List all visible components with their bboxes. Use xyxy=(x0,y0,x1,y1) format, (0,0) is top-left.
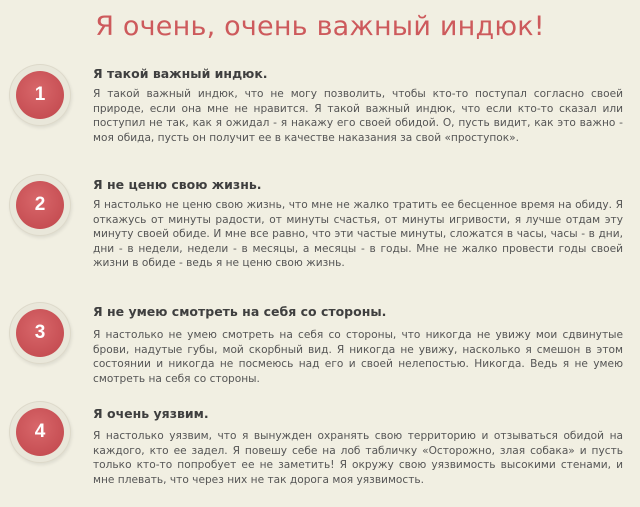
item-heading-1: Я такой важный индюк. xyxy=(93,66,268,81)
item-heading-3: Я не умею смотреть на себя со стороны. xyxy=(93,304,387,319)
page-title: Я очень, очень важный индюк! xyxy=(95,11,545,42)
number-badge-4: 4 xyxy=(16,408,64,456)
number-badge-3: 3 xyxy=(16,309,64,357)
item-text-2: Я настолько не ценю свою жизнь, что мне не жалко тратить ее бесценное время на обиду. Я откажусь от минуты радости, от минуты счастья, от минуты игривости, я лучше отдам эту минуту своей обиде. И мне все равно, что эти частые минуты, сложатся в часы, часы - в дни, дни - в недели, недели - в месяцы, а месяцы - в годы. Мне не жалко провести годы своей жизни в обиде - ведь я не ценю свою жизнь. xyxy=(93,199,623,270)
item-text-3: Я настолько не умею смотреть на себя со стороны, что никогда не увижу мои сдвинутые брови, надутые губы, мой скорбный вид. Я никогда не увижу, насколько я смешон в этом состоянии и никогда не посмеюсь над его и своей нелепостью. Никогда. Ведь я не умею смотреть на себя со стороны. xyxy=(93,329,623,385)
item-heading-4: Я очень уязвим. xyxy=(93,406,209,421)
number-badge-1: 1 xyxy=(16,71,64,119)
item-text-1: Я такой важный индюк, что не могу позволить, чтобы кто-то поступал согласно своей природе, если она мне не нравится. Я такой важный индюк, что если кто-то сказал или поступил не так, как я ожидал - я накажу его своей обидой. О, пусть видит, как это важно - моя обида, пусть он получит ее в качестве наказания за свой «проступок». xyxy=(93,88,623,144)
item-heading-2: Я не ценю свою жизнь. xyxy=(93,177,262,192)
item-text-4: Я настолько уязвим, что я вынужден охранять свою территорию и отзываться обидой на каждого, кто ее задел. Я повешу себе на лоб табличку «Осторожно, злая собака» и пусть только кто-то попробует ее не заметить! Я окружу свою уязвимость высокими стенами, и мне плевать, что через них не так дорога моя уязвимость. xyxy=(93,430,623,486)
number-badge-2: 2 xyxy=(16,181,64,229)
